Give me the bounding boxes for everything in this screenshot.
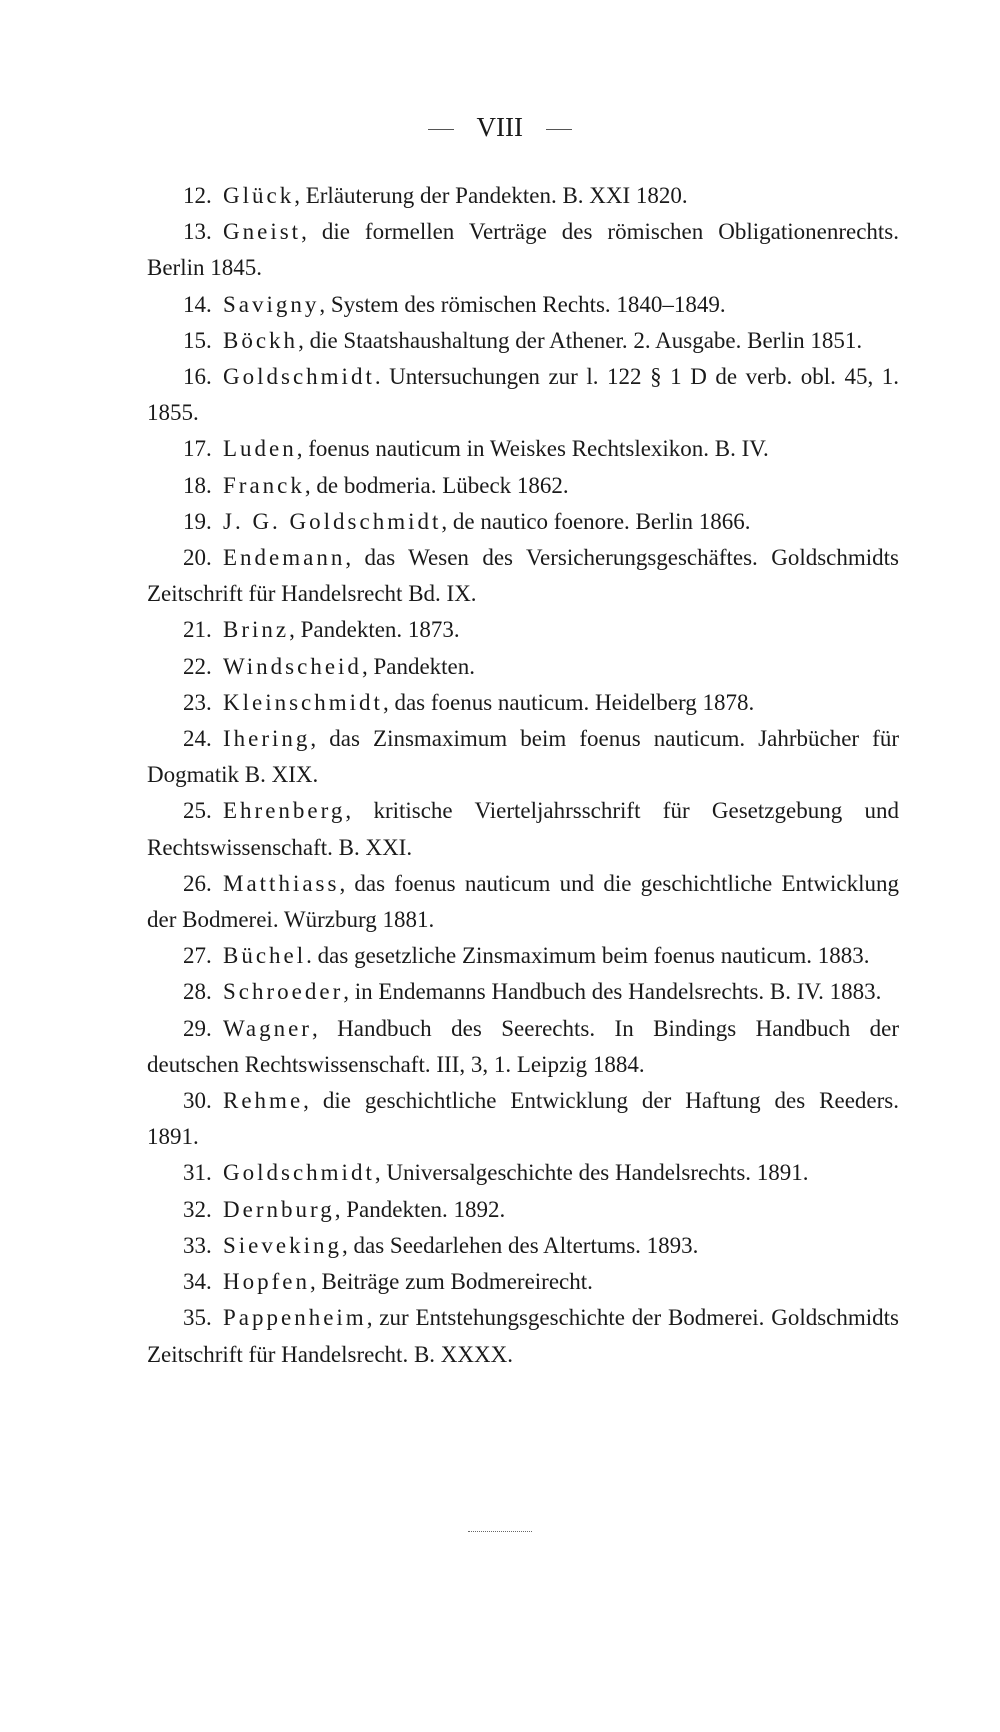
reference-text: Beiträge zum Bodmereirecht. (321, 1269, 593, 1295)
reference-text: Pandekten. 1873. (300, 617, 460, 643)
reference-entry (147, 431, 899, 467)
reference-separator: , (289, 617, 301, 643)
reference-separator: , (310, 726, 330, 752)
reference-author: Windscheid (223, 653, 362, 679)
reference-text: das Zinsmaximum beim foenus nauticum. Jahrbücher für Dogmatik B. XIX. (147, 726, 899, 788)
reference-text: das foenus nauticum. Heidelberg 1878. (394, 689, 755, 715)
reference-text: de nautico foenore. Berlin 1866. (452, 508, 751, 534)
reference-text: in Endemanns Handbuch des Handelsrechts. B. IV. 1883. (354, 979, 882, 1005)
reference-entry (147, 178, 899, 214)
reference-number: 15. (183, 327, 212, 353)
reference-entry (147, 359, 899, 431)
reference-entry (147, 1083, 899, 1155)
reference-author: Matthiass (223, 870, 340, 896)
reference-entry (147, 468, 899, 504)
reference-entry (147, 793, 899, 865)
reference-number: 20. (183, 545, 212, 571)
reference-author: Luden (223, 436, 297, 462)
page-number: VIII (476, 112, 523, 142)
reference-author: Wagner (223, 1015, 312, 1041)
reference-separator: , (311, 1015, 338, 1041)
reference-number: 17. (183, 436, 212, 462)
reference-entry (147, 612, 899, 648)
reference-separator: , (343, 979, 355, 1005)
reference-text: das Wesen des Versicherungsgeschäftes. Goldschmidts Zeitschrift für Handelsrecht Bd. IX. (147, 545, 900, 607)
reference-text: foenus nauticum in Weiskes Rechtslexikon. B. IV. (308, 436, 769, 462)
reference-entry (147, 323, 899, 359)
reference-entry (147, 287, 899, 323)
reference-separator: , (339, 870, 355, 896)
reference-entry (147, 1192, 899, 1228)
reference-text: Erläuterung der Pandekten. B. XXI 1820. (305, 183, 688, 208)
reference-entry (147, 938, 899, 974)
reference-entry (147, 1011, 899, 1083)
reference-author: Gneist (223, 219, 302, 245)
reference-list (147, 178, 899, 1373)
reference-entry (147, 214, 899, 286)
reference-separator: , (296, 436, 309, 462)
reference-author: Goldschmidt (223, 1160, 375, 1186)
reference-separator: , (345, 798, 374, 824)
reference-number: 22. (183, 653, 212, 679)
reference-author: Dernburg (223, 1196, 335, 1222)
reference-number: 34. (183, 1269, 212, 1295)
reference-author: Büchel (223, 943, 307, 969)
reference-author: Ehrenberg (223, 798, 346, 824)
reference-number: 18. (183, 472, 212, 498)
reference-number: 28. (183, 979, 212, 1005)
reference-author: Schroeder (223, 979, 344, 1005)
reference-entry (147, 540, 899, 612)
reference-author: Glück (223, 183, 295, 208)
reference-text: Handbuch des Seerechts. In Bindings Handbuch der deutschen Rechtswissenschaft. III, 3, 1. Leipzig 1884. (147, 1015, 900, 1077)
reference-separator: , (374, 1160, 387, 1186)
reference-text: das Seedarlehen des Altertums. 1893. (353, 1232, 699, 1258)
reference-separator: , (366, 1305, 380, 1331)
reference-separator: , (361, 653, 374, 679)
reference-text: kritische Vierteljahrsschrift für Gesetzgebung und Rechtswissenschaft. B. XXI. (147, 798, 900, 860)
reference-author: Brinz (223, 617, 290, 643)
reference-entry (147, 721, 899, 793)
reference-author: Rehme (223, 1088, 304, 1114)
reference-entry (147, 1300, 899, 1372)
reference-entry (147, 974, 899, 1010)
reference-number: 19. (183, 508, 212, 534)
reference-number: 33. (183, 1232, 212, 1258)
reference-number: 30. (183, 1088, 212, 1114)
reference-author: Goldschmidt (223, 364, 375, 390)
reference-entry (147, 1264, 899, 1300)
reference-number: 12. (183, 183, 212, 208)
footer-rule (468, 1531, 532, 1532)
reference-author: Böckh (223, 327, 299, 353)
reference-separator: , (301, 219, 322, 245)
reference-author: Endemann (223, 545, 346, 571)
reference-entry (147, 1228, 899, 1264)
reference-separator: , (441, 508, 453, 534)
reference-number: 23. (183, 689, 212, 715)
reference-entry (147, 685, 899, 721)
reference-text: Untersuchungen zur l. 122 § 1 D de verb. obl. 45, 1. 1855. (147, 364, 900, 426)
reference-author: Savigny (223, 291, 320, 317)
reference-number: 31. (183, 1160, 212, 1186)
reference-separator: , (294, 183, 306, 208)
reference-text: Pandekten. 1892. (346, 1196, 506, 1222)
reference-number: 21. (183, 617, 212, 643)
reference-text: das foenus nauticum und die geschichtliche Entwicklung der Bodmerei. Würzburg 1881. (147, 870, 899, 933)
reference-number: 35. (183, 1305, 212, 1331)
reference-text: de bodmeria. Lübeck 1862. (316, 472, 569, 498)
reference-author: J. G. Goldschmidt (223, 508, 442, 534)
header-dash-left (428, 129, 454, 130)
reference-separator: . (306, 943, 318, 969)
reference-separator: , (303, 1088, 323, 1114)
header-dash-right (546, 129, 572, 130)
reference-entry (147, 649, 899, 685)
reference-separator: , (298, 327, 310, 353)
reference-separator: , (334, 1196, 347, 1222)
reference-entry (147, 1155, 899, 1191)
reference-text: Universalgeschichte des Handelsrechts. 1891. (386, 1160, 809, 1186)
reference-number: 14. (183, 291, 212, 317)
reference-author: Franck (223, 472, 305, 498)
page-footer (0, 1519, 1000, 1537)
reference-author: Kleinschmidt (223, 689, 383, 715)
reference-text: die geschichtliche Entwicklung der Haftung des Reeders. 1891. (147, 1088, 899, 1150)
reference-separator: , (319, 291, 331, 317)
reference-separator: , (345, 545, 365, 571)
reference-number: 27. (183, 943, 212, 969)
reference-text: das gesetzliche Zinsmaximum beim foenus nauticum. 1883. (317, 943, 870, 969)
reference-number: 24. (183, 726, 212, 752)
page-header (0, 112, 1000, 143)
reference-separator: . (374, 364, 390, 390)
reference-text: die Staatshaushaltung der Athener. 2. Ausgabe. Berlin 1851. (309, 327, 863, 353)
reference-author: Ihering (223, 726, 311, 752)
reference-text: Pandekten. (373, 653, 475, 679)
reference-separator: , (382, 689, 395, 715)
reference-entry (147, 504, 899, 540)
reference-separator: , (309, 1269, 322, 1295)
reference-text: die formellen Verträge des römischen Obligationenrechts. Berlin 1845. (147, 219, 899, 281)
reference-number: 13. (183, 219, 212, 245)
reference-number: 16. (183, 364, 212, 390)
reference-number: 26. (183, 870, 212, 896)
reference-number: 25. (183, 798, 212, 824)
reference-number: 32. (183, 1196, 212, 1222)
reference-text: System des römischen Rechts. 1840–1849. (330, 291, 726, 317)
reference-number: 29. (183, 1015, 212, 1041)
reference-separator: , (342, 1232, 354, 1258)
reference-entry (147, 866, 899, 938)
reference-author: Sieveking (223, 1232, 342, 1258)
reference-author: Hopfen (223, 1269, 310, 1295)
reference-author: Pappenheim (223, 1305, 367, 1331)
reference-separator: , (304, 472, 317, 498)
reference-text: zur Entstehungsgeschichte der Bodmerei. Goldschmidts Zeitschrift für Handelsrecht. B. XXXX. (147, 1305, 900, 1367)
